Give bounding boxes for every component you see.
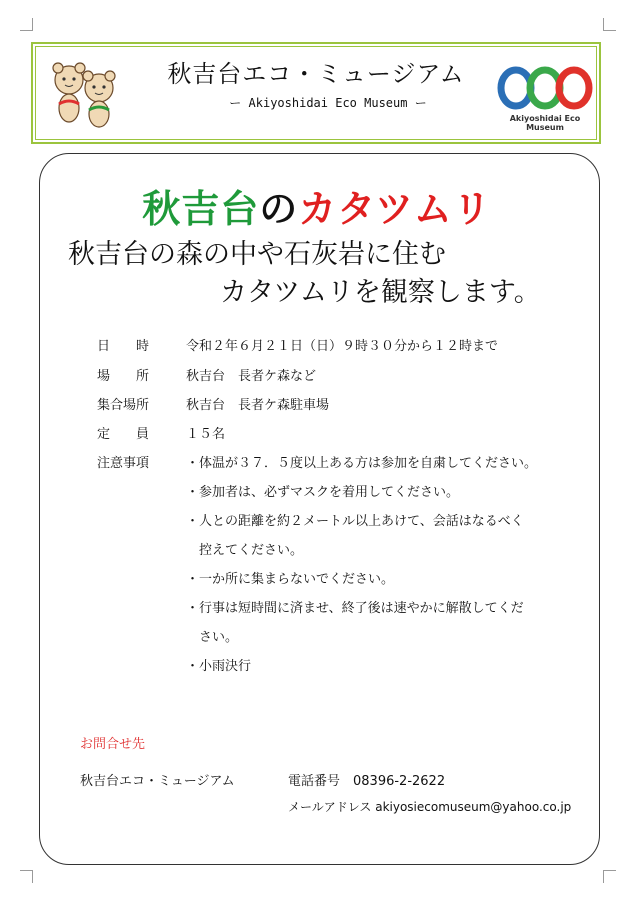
contact-phone: 電話番号 08396-2-2622 [288, 774, 446, 789]
value-meeting-place: 秋吉台 長者ケ森駐車場 [186, 398, 330, 413]
title-part-akiyoshidai: 秋吉台 [142, 187, 260, 231]
crop-mark-bottom-right [603, 870, 616, 883]
note-line: ・小雨決行 [186, 659, 252, 674]
contact-name: 秋吉台エコ・ミュージアム [80, 774, 235, 789]
title-part-no: の [259, 187, 299, 231]
value-place: 秋吉台 長者ケ森など [186, 369, 317, 384]
note-line: ・行事は短時間に済ませ、終了後は速やかに解散してくだ [186, 601, 524, 616]
header-banner [31, 42, 601, 144]
note-line: ・人との距離を約２メートル以上あけて、会話はなるべく [186, 514, 524, 529]
mascot-illustration [47, 58, 127, 134]
contact-email: メールアドレス akiyosiecomuseum@yahoo.co.jp [288, 800, 572, 814]
value-capacity: １５名 [186, 427, 226, 442]
event-title [0, 178, 634, 233]
crop-mark-bottom-left [20, 870, 33, 883]
note-line: 控えてください。 [186, 543, 304, 558]
label-meeting-place: 集合場所 [97, 398, 150, 413]
note-line: ・参加者は、必ずマスクを着用してください。 [186, 485, 460, 500]
lead-line-1: 秋吉台の森の中や石灰岩に住む [68, 239, 446, 270]
value-datetime: 令和２年６月２１日（日）９時３０分から１２時まで [186, 339, 499, 354]
note-line: さい。 [186, 630, 239, 645]
crop-mark-top-right [603, 18, 616, 31]
label-capacity: 定 員 [97, 427, 150, 442]
museum-title: 秋吉台エコ・ミュージアム [167, 60, 465, 88]
title-part-katatsumuri: カタツムリ [298, 187, 492, 231]
label-place: 場 所 [97, 369, 150, 384]
logo-text: Akiyoshidai Eco Museum [509, 114, 581, 132]
note-line: ・一か所に集まらないでください。 [186, 572, 395, 587]
label-notes: 注意事項 [97, 456, 150, 471]
lead-line-2: カタツムリを観察します。 [220, 277, 541, 308]
crop-mark-top-left [20, 18, 33, 31]
museum-subtitle: ー Akiyoshidai Eco Museum ー [229, 96, 427, 110]
museum-logo [496, 62, 594, 134]
label-datetime: 日 時 [97, 339, 150, 354]
contact-heading: お問合せ先 [80, 737, 146, 752]
logo-circles-icon [496, 62, 594, 114]
note-line: ・体温が３７．５度以上ある方は参加を自粛してください。 [186, 456, 538, 471]
